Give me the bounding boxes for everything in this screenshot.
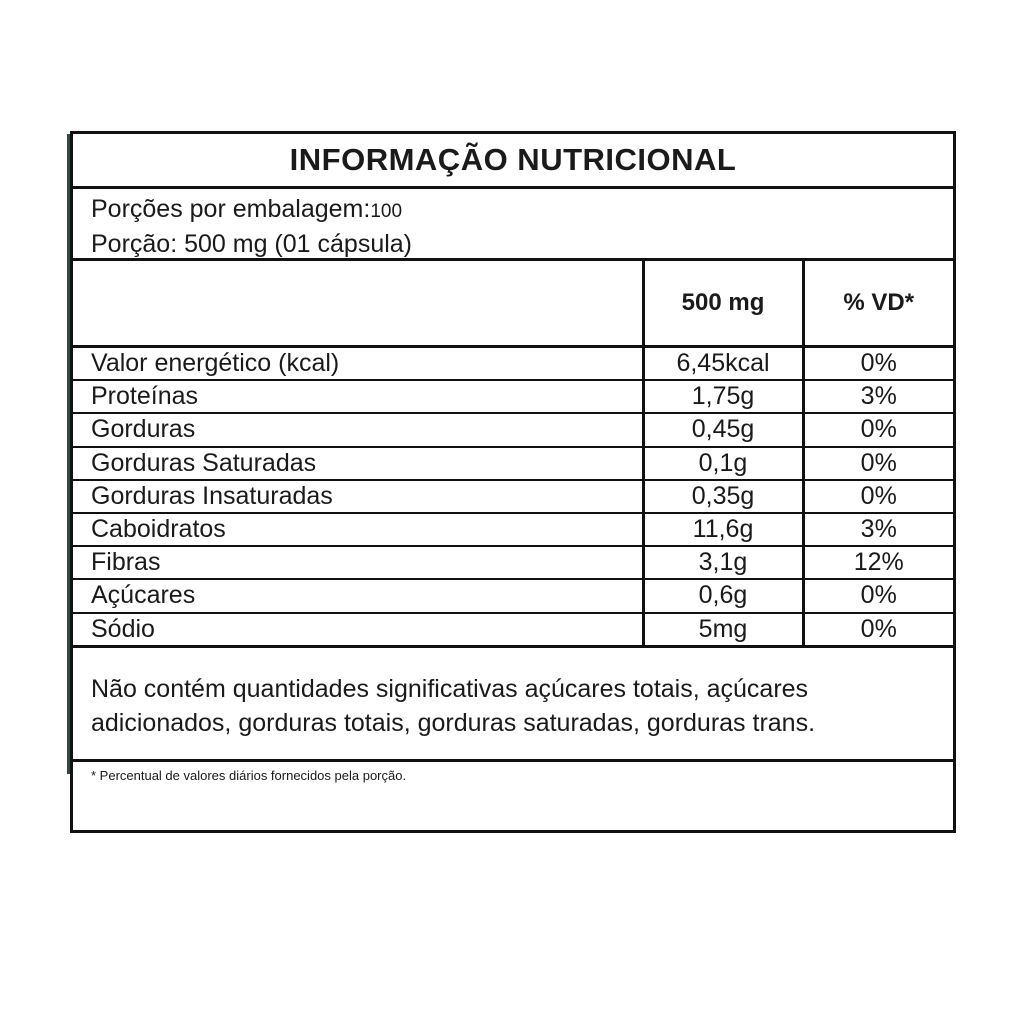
nutrient-table — [73, 261, 953, 648]
nutrient-dv: 3% — [803, 380, 953, 413]
nutrient-amount: 0,35g — [643, 480, 803, 513]
nutrient-dv: 0% — [803, 480, 953, 513]
nutrient-name: Sódio — [73, 613, 643, 647]
nutrient-dv: 0% — [803, 579, 953, 612]
nutrient-name: Caboidratos — [73, 513, 643, 546]
nutrient-dv: 3% — [803, 513, 953, 546]
nutrient-name: Fibras — [73, 546, 643, 579]
header-dv: % VD* — [803, 261, 953, 347]
nutrient-dv: 12% — [803, 546, 953, 579]
table-row — [73, 613, 953, 647]
left-edge-line — [67, 134, 70, 774]
table-row — [73, 513, 953, 546]
nutrient-name: Gorduras — [73, 413, 643, 446]
disclaimer-note: Não contém quantidades significativas açúcares totais, açúcares adicionados, gorduras totais, gorduras saturadas, gorduras trans. — [73, 648, 953, 762]
servings-label: Porções por embalagem: — [91, 195, 371, 223]
nutrient-amount: 0,45g — [643, 413, 803, 446]
footnote: * Percentual de valores diários fornecidos pela porção. — [91, 767, 407, 783]
header-amount: 500 mg — [643, 261, 803, 347]
nutrient-amount: 0,6g — [643, 579, 803, 612]
nutrient-name: Gorduras Insaturadas — [73, 480, 643, 513]
table-row — [73, 447, 953, 480]
nutrient-name: Proteínas — [73, 380, 643, 413]
table-row — [73, 347, 953, 381]
table-row — [73, 380, 953, 413]
table-header — [73, 261, 953, 347]
nutrient-amount: 11,6g — [643, 513, 803, 546]
label-title: INFORMAÇÃO NUTRICIONAL — [73, 134, 953, 189]
nutrient-name: Valor energético (kcal) — [73, 347, 643, 381]
servings-per-package — [91, 193, 953, 228]
nutrient-amount: 3,1g — [643, 546, 803, 579]
table-row — [73, 480, 953, 513]
nutrient-dv: 0% — [803, 413, 953, 446]
nutrient-dv: 0% — [803, 447, 953, 480]
nutrient-amount: 6,45kcal — [643, 347, 803, 381]
table-row — [73, 546, 953, 579]
table-row — [73, 413, 953, 446]
nutrient-amount: 5mg — [643, 613, 803, 647]
nutrient-dv: 0% — [803, 613, 953, 647]
nutrition-facts-label — [70, 131, 956, 833]
header-blank — [73, 261, 643, 347]
nutrient-dv: 0% — [803, 347, 953, 381]
nutrient-amount: 0,1g — [643, 447, 803, 480]
serving-size: Porção: 500 mg (01 cápsula) — [91, 230, 413, 258]
servings-value: 100 — [370, 201, 403, 222]
nutrient-name: Açúcares — [73, 579, 643, 612]
nutrient-name: Gorduras Saturadas — [73, 447, 643, 480]
nutrient-amount: 1,75g — [643, 380, 803, 413]
portion-info — [73, 189, 953, 261]
table-row — [73, 579, 953, 612]
